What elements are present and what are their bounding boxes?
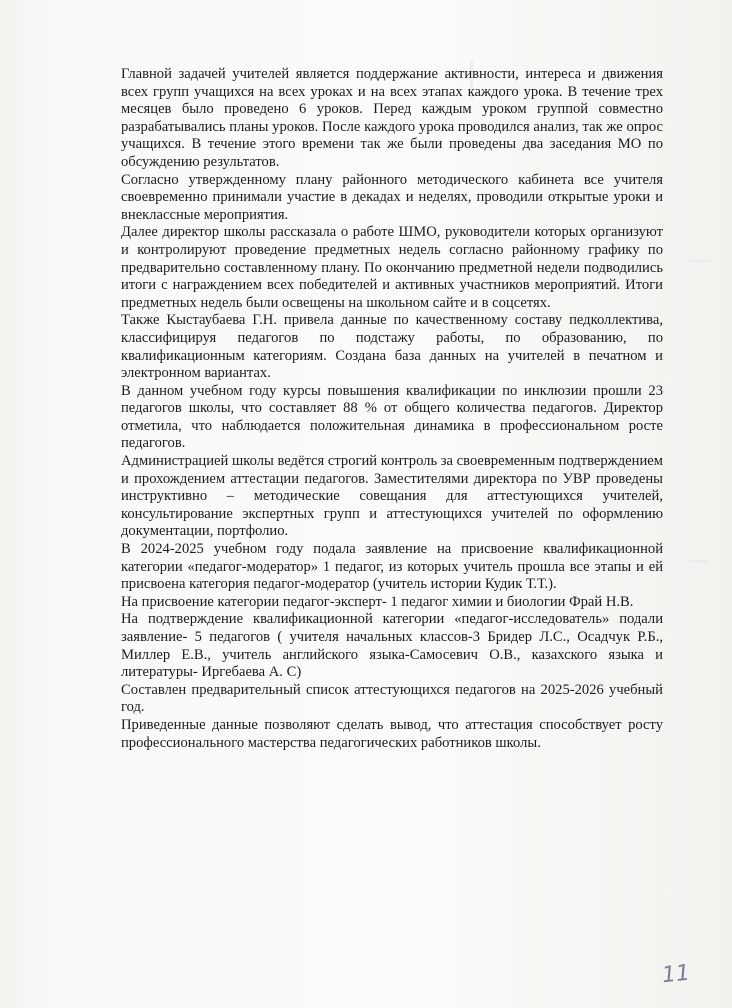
paragraph-8: На присвоение категории педагог-эксперт- 1 педагог химии и биологии Фрай Н.В. — [121, 593, 634, 610]
page-number: 11 — [660, 960, 692, 989]
paragraph-9: На подтверждение квалификационной категории «педагог-исследователь» подали заявление- 5 педагогов ( учителя начальных классов-3 Бридер Л.С., Осадчук Р.Б., Миллер Е.В., учитель английского языка-Самосевич О.В., казахского языка и литературы- Иргебаева А. С) — [121, 611, 663, 681]
bleed-through-mark — [690, 560, 708, 562]
paragraph-10: Составлен предварительный список аттестующихся педагогов на 2025-2026 учебный год. — [121, 681, 663, 716]
paragraph-2: Согласно утвержденному плану районного методического кабинета все учителя своевременно принимали участие в декадах и неделях, проводили открытые уроки и внеклассные мероприятия. — [121, 171, 663, 223]
paragraph-3: Далее директор школы рассказала о работе ШМО, руководители которых организуют и контролируют проведение предметных недель согласно районному графику по предварительно составленному плану. По окончанию предметной недели подводились итоги с награждением всех победителей и активных участников мероприятий. Итоги предметных недель были освещены на школьном сайте и в соцсетях. — [121, 224, 663, 311]
bleed-through-mark — [690, 260, 710, 262]
paragraph-11: Приведенные данные позволяют сделать вывод, что аттестация способствует росту профессионального мастерства педагогических работников школы. — [121, 716, 663, 751]
document-body — [121, 66, 663, 752]
paragraph-1: Главной задачей учителей является поддержание активности, интереса и движения всех групп учащихся на всех уроках и на всех этапах каждого урока. В течение трех месяцев было проведено 6 уроков. Перед каждым уроком группой совместно разрабатывались планы уроков. После каждого урока проводился анализ, так же опрос учащихся. В течение этого времени так же были проведены два заседания МО по обсуждению результатов. — [121, 66, 663, 170]
paragraph-5: В данном учебном году курсы повышения квалификации по инклюзии прошли 23 педагогов школы, что составляет 88 % от общего количества педагогов. Директор отметила, что наблюдается положительная динамика в профессиональном росте педагогов. — [121, 382, 663, 452]
paragraph-4: Также Кыстаубаева Г.Н. привела данные по качественному составу педколлектива, классифицируя педагогов по подстажу работы, по образованию, по квалификационным категориям. Создана база данных на учителей в печатном и электронном вариантах. — [121, 312, 663, 382]
paragraph-7: В 2024-2025 учебном году подала заявление на присвоение квалификационной категории «педагог-модератор» 1 педагог, из которых учитель прошла все этапы и ей присвоена категория педагог-модератор (учитель истории Кудик Т.Т.). — [121, 541, 663, 593]
paragraph-6: Администрацией школы ведётся строгий контроль за своевременным подтверждением и прохождением аттестации педагогов. Заместителями директора по УВР проведены инструктивно – методические совещания для аттестующихся учителей, консультирование экспертных групп и аттестующихся учителей по оформлению документации, портфолио. — [121, 453, 663, 540]
